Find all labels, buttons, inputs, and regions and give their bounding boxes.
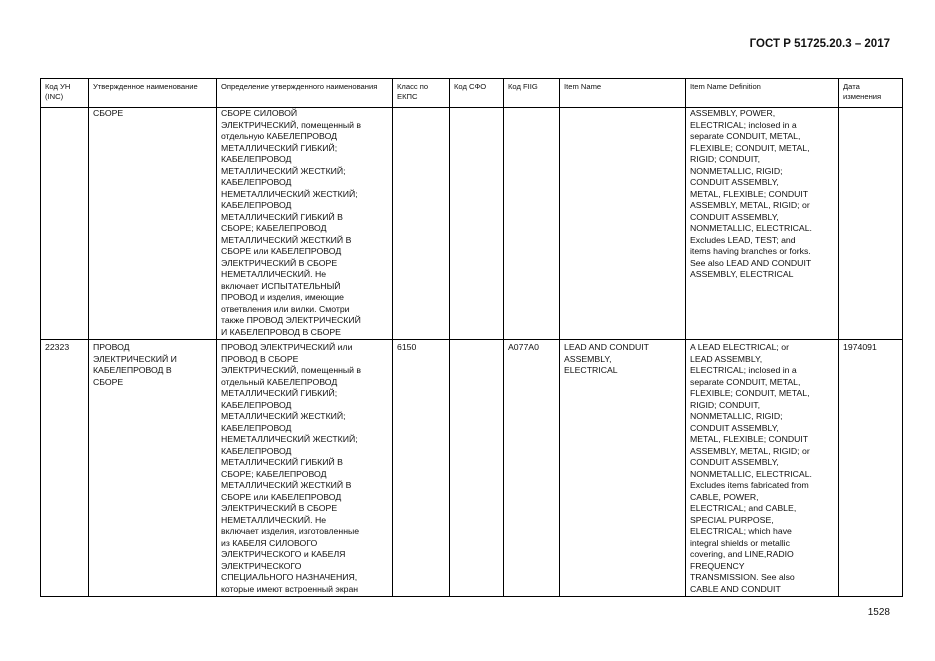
col-header-ekps-class: Класс по ЕКПС <box>393 79 450 108</box>
document-header: ГОСТ Р 51725.20.3 – 2017 <box>749 38 890 50</box>
cell-sfo-code <box>450 108 504 340</box>
col-header-approved-name: Утвержденное наименование <box>89 79 217 108</box>
cell-inc <box>41 108 89 340</box>
table-header-row <box>41 79 903 108</box>
cell-item-name: LEAD AND CONDUIT ASSEMBLY, ELECTRICAL <box>560 340 686 597</box>
cell-definition: СБОРЕ СИЛОВОЙ ЭЛЕКТРИЧЕСКИЙ, помещенный в отдельную КАБЕЛЕПРОВОД МЕТАЛЛИЧЕСКИЙ ГИБКИЙ; КАБЕЛЕПРОВОД МЕТАЛЛИЧЕСКИЙ ЖЕСТКИЙ; КАБЕЛЕПРОВОД НЕМЕТАЛЛИЧЕСКИЙ ЖЕСТКИЙ; КАБЕЛЕПРОВОД МЕТАЛЛИЧЕСКИЙ ГИБКИЙ В СБОРЕ; КАБЕЛЕПРОВОД МЕТАЛЛИЧЕСКИЙ ЖЕСТКИЙ В СБОРЕ или КАБЕЛЕПРОВОД ЭЛЕКТРИЧЕСКИЙ В СБОРЕ НЕМЕТАЛЛИЧЕСКИЙ. Не включает ИСПЫТАТЕЛЬНЫЙ ПРОВОД и изделия, имеющие ответвления или вилки. Смотри также ПРОВОД ЭЛЕКТРИЧЕСКИЙ И КАБЕЛЕПРОВОД В СБОРЕ <box>217 108 393 340</box>
nomenclature-table <box>40 78 903 597</box>
cell-fiig-code: A077A0 <box>504 340 560 597</box>
cell-ekps-class <box>393 108 450 340</box>
col-header-inc: Код УН (INC) <box>41 79 89 108</box>
cell-item-name <box>560 108 686 340</box>
cell-item-name-definition: ASSEMBLY, POWER, ELECTRICAL; inclosed in a separate CONDUIT, METAL, FLEXIBLE; CONDUIT, METAL, RIGID; CONDUIT, NONMETALLIC, RIGID; CONDUIT ASSEMBLY, METAL, FLEXIBLE; CONDUIT ASSEMBLY, METAL, RIGID; or CONDUIT ASSEMBLY, NONMETALLIC, ELECTRICAL. Excludes LEAD, TEST; and items having branches or forks. See also LEAD AND CONDUIT ASSEMBLY, ELECTRICAL <box>686 108 839 340</box>
cell-approved-name: ПРОВОД ЭЛЕКТРИЧЕСКИЙ И КАБЕЛЕПРОВОД В СБОРЕ <box>89 340 217 597</box>
page-number: 1528 <box>867 607 890 618</box>
col-header-change-date: Дата изменения <box>839 79 903 108</box>
cell-definition: ПРОВОД ЭЛЕКТРИЧЕСКИЙ или ПРОВОД В СБОРЕ ЭЛЕКТРИЧЕСКИЙ, помещенный в отдельный КАБЕЛЕПРОВОД МЕТАЛЛИЧЕСКИЙ ГИБКИЙ; КАБЕЛЕПРОВОД МЕТАЛЛИЧЕСКИЙ ЖЕСТКИЙ; КАБЕЛЕПРОВОД НЕМЕТАЛЛИЧЕСКИЙ ЖЕСТКИЙ; КАБЕЛЕПРОВОД МЕТАЛЛИЧЕСКИЙ ГИБКИЙ В СБОРЕ; КАБЕЛЕПРОВОД МЕТАЛЛИЧЕСКИЙ ЖЕСТКИЙ В СБОРЕ или КАБЕЛЕПРОВОД ЭЛЕКТРИЧЕСКИЙ В СБОРЕ НЕМЕТАЛЛИЧЕСКИЙ. Не включает изделия, изготовленные из КАБЕЛЯ СИЛОВОГО ЭЛЕКТРИЧЕСКОГО и КАБЕЛЯ ЭЛЕКТРИЧЕСКОГО СПЕЦИАЛЬНОГО НАЗНАЧЕНИЯ, которые имеют встроенный экран <box>217 340 393 597</box>
cell-ekps-class: 6150 <box>393 340 450 597</box>
table-row <box>41 340 903 597</box>
cell-inc: 22323 <box>41 340 89 597</box>
cell-change-date: 1974091 <box>839 340 903 597</box>
cell-fiig-code <box>504 108 560 340</box>
col-header-item-name-definition: Item Name Definition <box>686 79 839 108</box>
cell-change-date <box>839 108 903 340</box>
col-header-item-name: Item Name <box>560 79 686 108</box>
col-header-definition: Определение утвержденного наименования <box>217 79 393 108</box>
table-row <box>41 108 903 340</box>
col-header-sfo-code: Код СФО <box>450 79 504 108</box>
cell-item-name-definition: A LEAD ELECTRICAL; or LEAD ASSEMBLY, ELECTRICAL; inclosed in a separate CONDUIT, METAL, FLEXIBLE; CONDUIT, METAL, RIGID; CONDUIT, NONMETALLIC, RIGID; CONDUIT ASSEMBLY, METAL, FLEXIBLE; CONDUIT ASSEMBLY, METAL, RIGID; or CONDUIT ASSEMBLY, NONMETALLIC, ELECTRICAL. Excludes items fabricated from CABLE, POWER, ELECTRICAL; and CABLE, SPECIAL PURPOSE, ELECTRICAL; which have integral shields or metallic covering, and LINE,RADIO FREQUENCY TRANSMISSION. See also CABLE AND CONDUIT <box>686 340 839 597</box>
cell-sfo-code <box>450 340 504 597</box>
col-header-fiig-code: Код FIIG <box>504 79 560 108</box>
cell-approved-name: СБОРЕ <box>89 108 217 340</box>
